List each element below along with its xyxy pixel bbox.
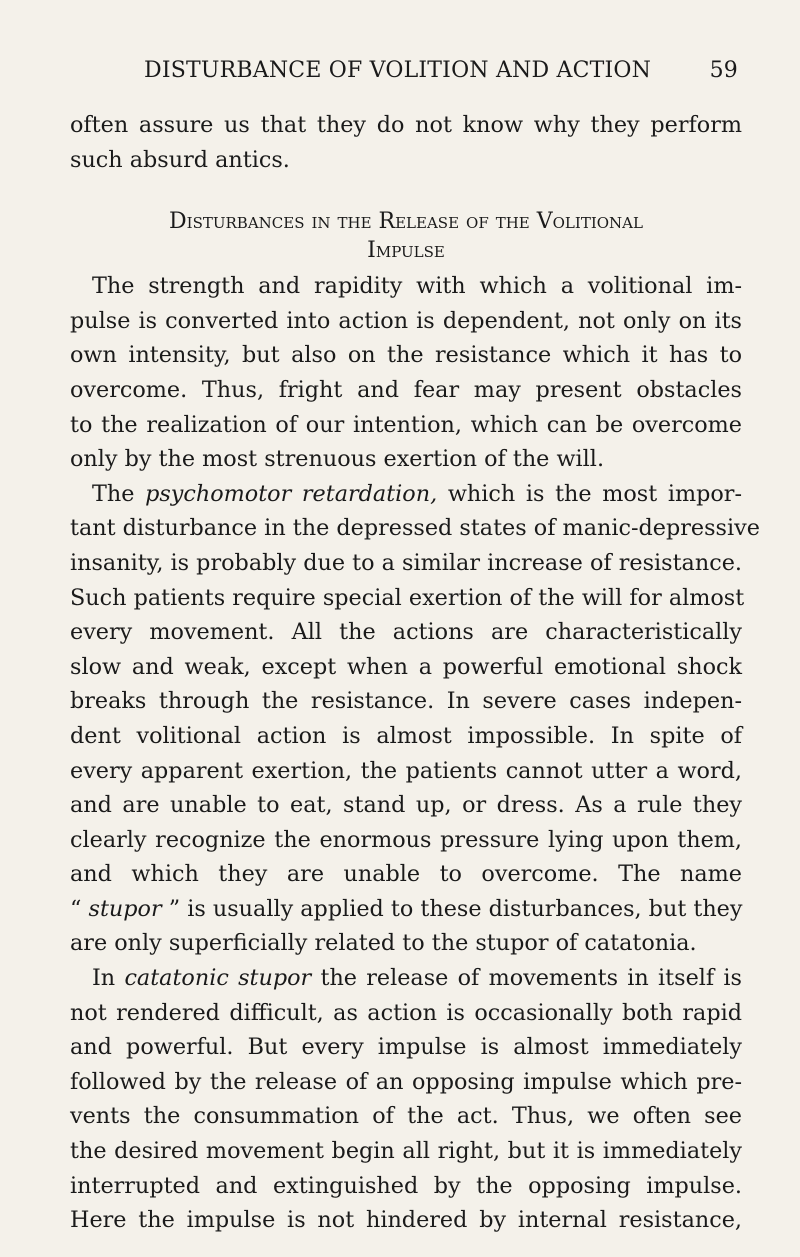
text-line: dent volitional action is almost impossible. In spite of <box>70 722 742 749</box>
italic-term: stupor <box>88 895 162 922</box>
text-fragment: the release of movements in itself is <box>311 965 742 992</box>
text-line: tant disturbance in the depressed states of manic-depressive <box>70 515 760 542</box>
text-line: Such patients require special exertion of the will for almost <box>70 584 745 611</box>
text-line: and are unable to eat, stand up, or dress. As a rule they <box>70 792 742 819</box>
body-text <box>70 108 760 1238</box>
text-line: and which they are unable to overcome. The name <box>70 861 742 888</box>
text-line: interrupted and extinguished by the opposing impulse. <box>70 1172 742 1199</box>
text-line: and powerful. But every impulse is almost immediately <box>70 1034 742 1061</box>
running-title: DISTURBANCE OF VOLITION AND ACTION <box>144 58 652 83</box>
running-head <box>70 58 738 88</box>
text-line: every movement. All the actions are characteristically <box>70 619 742 646</box>
text-line: slow and weak, except when a powerful emotional shock <box>70 653 742 680</box>
italic-term: psychomotor retardation, <box>145 480 438 507</box>
text-line: every apparent exertion, the patients cannot utter a word, <box>70 757 742 784</box>
text-line: are only superficially related to the stupor of catatonia. <box>70 930 697 957</box>
text-line <box>70 892 742 927</box>
text-line: overcome. Thus, fright and fear may present obstacles <box>70 376 742 403</box>
text-line: breaks through the resistance. In severe cases indepen- <box>70 688 742 715</box>
text-fragment: The <box>92 480 146 507</box>
text-line: vents the consummation of the act. Thus, we often see <box>70 1103 742 1130</box>
text-fragment: “ <box>70 895 89 922</box>
text-line: only by the most strenuous exertion of the will. <box>70 446 605 473</box>
page-number: 59 <box>709 58 738 83</box>
text-line: not rendered difficult, as action is occasionally both rapid <box>70 999 742 1026</box>
text-line: such absurd antics. <box>70 146 290 173</box>
text-line: pulse is converted into action is dependent, not only on its <box>70 307 742 334</box>
text-line <box>70 961 742 996</box>
text-line: own intensity, but also on the resistance which it has to <box>70 342 742 369</box>
text-line: insanity, is probably due to a similar increase of resistance. <box>70 549 742 576</box>
text-line: often assure us that they do not know why they perform <box>70 112 742 138</box>
text-fragment: In <box>92 965 125 992</box>
text-line: Here the impulse is not hindered by internal resistance, <box>70 1207 742 1234</box>
text-line: The strength and rapidity with which a volitional im- <box>92 273 742 300</box>
text-fragment: ” is usually applied to these disturbances, but they <box>161 895 743 922</box>
italic-term: catatonic stupor <box>124 965 312 992</box>
text-fragment: which is the most impor- <box>437 480 742 507</box>
text-line: the desired movement begin all right, but it is immediately <box>70 1138 742 1165</box>
section-heading-line: Disturbances in the Release of the Volitional <box>169 209 643 235</box>
text-line: to the realization of our intention, which can be overcome <box>70 411 742 438</box>
text-line: followed by the release of an opposing impulse which pre- <box>70 1068 742 1095</box>
section-heading <box>70 207 742 265</box>
text-line: clearly recognize the enormous pressure lying upon them, <box>70 826 742 853</box>
text-line <box>70 477 742 512</box>
section-heading-line: Impulse <box>367 238 445 264</box>
